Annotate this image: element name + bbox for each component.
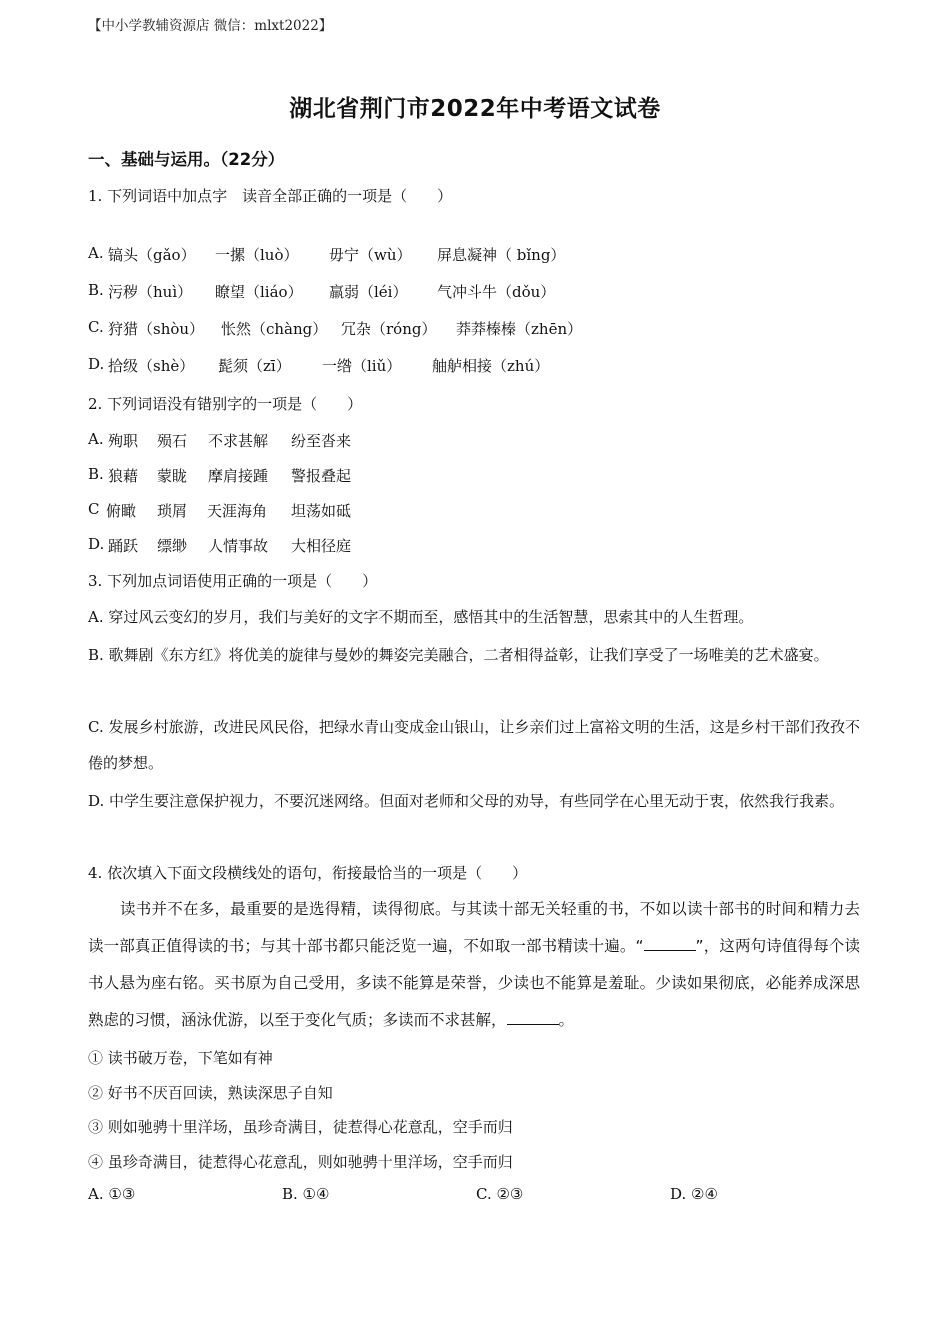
option-label: A. <box>88 430 104 448</box>
option-item: 人情事故 <box>208 537 269 555</box>
option-label: C <box>88 500 100 518</box>
q4-choice-1: ① 读书破万卷，下笔如有神 <box>88 1049 273 1067</box>
option-label: C. <box>88 318 104 336</box>
q4-choice-3: ③ 则如驰骋十里洋场，虽珍奇满目，徒惹得心花意乱，空手而归 <box>88 1118 513 1136</box>
option-item: 殉职 <box>108 432 139 450</box>
q2-option-d <box>88 535 352 555</box>
option-label: D. <box>88 355 105 373</box>
option-item: 不求甚解 <box>208 432 269 450</box>
q4-choice-2: ② 好书不厌百回读，熟读深思子自知 <box>88 1084 333 1102</box>
fill-blank <box>507 1010 559 1025</box>
option-item: 俯瞰 <box>106 502 137 520</box>
option-item: 怅然（chàng） <box>221 320 328 338</box>
q1-option-a <box>88 244 566 264</box>
q4-choice-4: ④ 虽珍奇满目，徒惹得心花意乱，则如驰骋十里洋场，空手而归 <box>88 1153 513 1171</box>
option-item: 莽莽榛榛（zhēn） <box>456 320 583 338</box>
option-label: B. <box>88 281 104 299</box>
q1-option-c <box>88 318 583 338</box>
option-item: 毋宁（wù） <box>329 246 412 264</box>
q4-answer-a: A. ①③ <box>88 1185 136 1203</box>
option-label: D. <box>88 535 105 553</box>
question-2-stem: 2. 下列词语没有错别字的一项是（ ） <box>88 395 363 413</box>
option-item: 坦荡如砥 <box>291 502 352 520</box>
option-item: 狩猎（shòu） <box>108 320 205 338</box>
passage-part: ”，这两句诗值得每个读书人悬为座右铭。买书原为自己受用，多读不能算是荣誉，少读也不能算是羞耻。少读如果彻底，必能养成深思熟虑的习惯，涵泳优游，以至于变化气质；多读而不求甚解， <box>88 937 860 1029</box>
question-1-stem: 1. 下列词语中加点字 读音全部正确的一项是（ ） <box>88 187 453 205</box>
q2-option-a <box>88 430 352 450</box>
question-3-stem: 3. 下列加点词语使用正确的一项是（ ） <box>88 572 378 590</box>
option-item: 舳舻相接（zhú） <box>432 357 550 375</box>
option-item: 摩肩接踵 <box>208 467 269 485</box>
question-4-stem: 4. 依次填入下面文段横线处的语句，衔接最恰当的一项是（ ） <box>88 864 528 882</box>
passage-part: 读书并不在多，最重要的是选得精，读得彻底。与其读十部无关轻重的书，不如以读十部书的时间和精力去读一部真正值得读的书；与其十部书都只能泛览一遍，不如取一部书精读十遍。“ <box>88 900 860 955</box>
q3-option-b: B. 歌舞剧《东方红》将优美的旋律与曼妙的舞姿完美融合，二者相得益彰，让我们享受了一场唯美的艺术盛宴。 <box>88 646 829 664</box>
q1-option-d <box>88 355 550 375</box>
option-item: 气冲斗牛（dǒu） <box>437 283 556 301</box>
header-note: 【中小学教辅资源店 微信：mlxt2022】 <box>88 18 333 34</box>
q4-answer-c: C. ②③ <box>476 1185 524 1203</box>
option-item: 殒石 <box>157 432 188 450</box>
option-item: 缥缈 <box>157 537 188 555</box>
option-item: 冗杂（róng） <box>341 320 437 338</box>
q3-option-a: A. 穿过风云变幻的岁月，我们与美好的文字不期而至，感悟其中的生活智慧，思索其中的人生哲理。 <box>88 608 754 626</box>
q4-passage <box>88 891 860 1039</box>
q4-answer-b: B. ①④ <box>282 1185 330 1203</box>
page-title: 湖北省荆门市2022年中考语文试卷 <box>289 96 661 122</box>
q1-option-b <box>88 281 556 301</box>
option-item: 琐屑 <box>157 502 188 520</box>
option-item: 警报叠起 <box>291 467 352 485</box>
option-item: 屏息凝神（ bǐng） <box>437 246 566 264</box>
option-item: 狼藉 <box>108 467 139 485</box>
option-item: 踊跃 <box>108 537 139 555</box>
option-item: 羸弱（léi） <box>329 283 408 301</box>
fill-blank <box>644 936 696 951</box>
option-item: 蒙眬 <box>157 467 188 485</box>
q3-option-d: D. 中学生要注意保护视力，不要沉迷网络。但面对老师和父母的劝导，有些同学在心里无动于衷，依然我行我素。 <box>88 792 845 810</box>
passage-part: 。 <box>558 1011 575 1029</box>
option-item: 天涯海角 <box>207 502 268 520</box>
q2-option-b <box>88 465 352 485</box>
option-label: A. <box>88 244 104 262</box>
option-item: 一摞（luò） <box>215 246 299 264</box>
option-item: 镐头（gǎo） <box>108 246 196 264</box>
q3-option-c: C. 发展乡村旅游，改进民风民俗，把绿水青山变成金山银山，让乡亲们过上富裕文明的生活，这是乡村干部们孜孜不倦的梦想。 <box>88 718 860 772</box>
option-item: 污秽（huì） <box>108 283 193 301</box>
option-item: 纷至沓来 <box>291 432 352 450</box>
option-item: 髭须（zī） <box>218 357 291 375</box>
q2-option-c <box>88 500 352 520</box>
option-item: 拾级（shè） <box>108 357 195 375</box>
option-item: 大相径庭 <box>291 537 352 555</box>
q4-answer-d: D. ②④ <box>670 1185 718 1203</box>
section-heading: 一、基础与运用。（22分） <box>88 150 285 169</box>
option-item: 一绺（liǔ） <box>322 357 402 375</box>
option-label: B. <box>88 465 104 483</box>
option-item: 瞭望（liáo） <box>215 283 303 301</box>
